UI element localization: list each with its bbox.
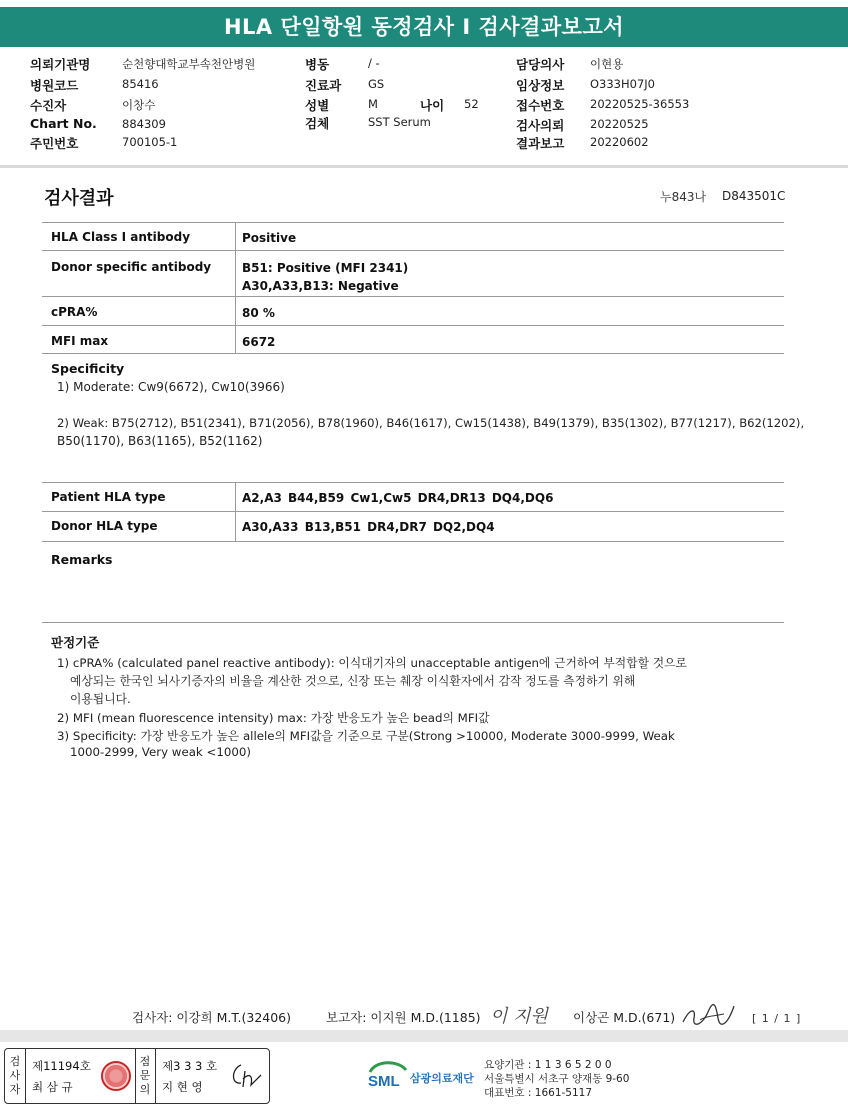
hla-value: A2,A3 B44,B59 Cw1,Cw5 DR4,DR13 DQ4,DQ6: [242, 491, 554, 505]
info-label: 진료과: [305, 78, 342, 93]
info-value: SST Serum: [368, 115, 431, 129]
hla-label: Donor HLA type: [51, 519, 158, 533]
table-rule: [42, 250, 784, 251]
info-label: 접수번호: [516, 98, 565, 113]
table-rule: [42, 296, 784, 297]
info-value: 20220525-36553: [590, 97, 690, 111]
results-heading: 검사결과: [44, 188, 114, 209]
stamp-vertical-char: 점: [139, 1055, 151, 1068]
info-label: 병동: [305, 57, 330, 72]
stamp-divider: [25, 1049, 26, 1103]
sml-logo-icon: [366, 1058, 410, 1094]
row-label: MFI max: [51, 334, 109, 348]
licensee-name: 지 현 영: [162, 1080, 203, 1094]
logo-text: SML: [368, 1073, 400, 1090]
info-label: 임상정보: [516, 78, 565, 93]
info-label: 결과보고: [516, 136, 565, 151]
info-value: M: [368, 97, 378, 111]
page-indicator: [ 1 / 1 ]: [752, 1012, 802, 1025]
handwritten-signature: [227, 1061, 263, 1091]
row-value-2: A30,A33,B13: Negative: [242, 279, 399, 293]
approver-handwritten-signature: [680, 1000, 738, 1030]
report-title: HLA 단일항원 동정검사 I 검사결과보고서: [0, 7, 848, 47]
table-divider: [235, 222, 236, 353]
info-label: 성별: [305, 98, 330, 113]
stamp-divider: [155, 1049, 156, 1103]
patient-info: [0, 50, 848, 168]
specificity-line: 2) Weak: B75(2712), B51(2341), B71(2056), B78(1960), B46(1617), Cw15(1438), B49(1379), B35(1302), B77(1217), B62(1202),: [57, 416, 805, 430]
table-rule: [42, 622, 784, 623]
org-address-line: 대표번호 : 1661-5117: [484, 1087, 593, 1099]
criteria-line: 3) Specificity: 가장 반응도가 높은 allele의 MFI값을 기준으로 구분(Strong >10000, Moderate 3000-9999, Weak: [57, 729, 675, 743]
separator: [0, 165, 848, 168]
table-rule: [42, 511, 784, 512]
table-divider: [235, 482, 236, 541]
info-label: 병원코드: [30, 78, 79, 93]
tester-signature: 검사자: 이강희 M.T.(32406): [132, 1010, 292, 1025]
results-code: 누843나: [660, 190, 707, 204]
specificity-label: Specificity: [51, 361, 125, 376]
info-value: 884309: [122, 117, 166, 131]
stamp-vertical-char: 사: [9, 1069, 21, 1082]
info-value: / -: [368, 56, 380, 70]
table-rule: [42, 541, 784, 542]
org-address-line: 요양기관 : 1 1 3 6 5 2 0 0: [484, 1059, 612, 1071]
criteria-line: 예상되는 한국인 뇌사기증자의 비율을 계산한 것으로, 신장 또는 췌장 이식환자에서 감작 정도를 측정하기 위해: [70, 674, 636, 688]
row-label: Donor specific antibody: [51, 260, 212, 274]
info-value: 순천향대학교부속천안병원: [122, 57, 256, 71]
criteria-line: 1) cPRA% (calculated panel reactive antibody): 이식대기자의 unacceptable antigen에 근거하여 부적합할 것으로: [57, 656, 687, 670]
license-number: 제11194호: [32, 1059, 91, 1073]
row-label: HLA Class I antibody: [51, 230, 191, 244]
criteria-line: 1000-2999, Very weak <1000): [70, 745, 252, 759]
criteria-line: 2) MFI (mean fluorescence intensity) max: 가장 반응도가 높은 bead의 MFI값: [57, 711, 490, 725]
info-label: 주민번호: [30, 136, 79, 151]
info-label: Chart No.: [30, 116, 97, 131]
table-rule: [42, 353, 784, 354]
info-label: 담당의사: [516, 57, 565, 72]
hla-value: A30,A33 B13,B51 DR4,DR7 DQ2,DQ4: [242, 520, 495, 534]
org-name: 삼광의료재단: [410, 1072, 474, 1085]
specificity-line: B50(1170), B63(1165), B52(1162): [57, 434, 263, 448]
info-label: 의뢰기관명: [30, 57, 91, 72]
stamp-divider: [135, 1049, 136, 1103]
info-value: 700105-1: [122, 135, 178, 149]
reporter-handwritten-signature: 이 지원: [490, 1006, 548, 1027]
row-value: Positive: [242, 231, 297, 245]
row-value: B51: Positive (MFI 2341): [242, 261, 409, 275]
remarks-label: Remarks: [51, 552, 113, 567]
info-value: 이창수: [122, 98, 156, 112]
stamp-vertical-char: 검: [9, 1055, 21, 1068]
footer-band: [0, 1030, 848, 1042]
info-label: 검체: [305, 116, 330, 131]
info-value: 이현용: [590, 57, 624, 71]
row-value: 80 %: [242, 306, 275, 320]
official-seal-icon: [101, 1061, 131, 1091]
info-value: 85416: [122, 77, 159, 91]
hla-label: Patient HLA type: [51, 490, 166, 504]
criteria-line: 이용됩니다.: [70, 692, 131, 706]
table-rule: [42, 325, 784, 326]
approver-signature: 이상곤 M.D.(671): [573, 1010, 676, 1025]
info-label: 수진자: [30, 98, 67, 113]
info-value: GS: [368, 77, 385, 91]
table-rule: [42, 222, 784, 223]
reporter-signature: 보고자: 이지원 M.D.(1185): [326, 1010, 481, 1025]
stamp-vertical-char: 문: [139, 1069, 151, 1082]
org-address-line: 서울특별시 서초구 양재동 9-60: [484, 1073, 630, 1085]
stamp-vertical-char: 의: [139, 1083, 151, 1096]
row-label: cPRA%: [51, 305, 98, 319]
age-label: 나이: [420, 98, 445, 113]
age-value: 52: [464, 97, 479, 111]
info-value: 20220525: [590, 117, 649, 131]
table-rule: [42, 482, 784, 483]
results-code: D843501C: [722, 189, 786, 203]
stamp-vertical-char: 자: [9, 1083, 21, 1096]
criteria-heading: 판정기준: [51, 635, 100, 650]
specificity-line: 1) Moderate: Cw9(6672), Cw10(3966): [57, 380, 285, 394]
certification-stamp-box: [4, 1048, 270, 1104]
row-value: 6672: [242, 335, 276, 349]
info-label: 검사의뢰: [516, 118, 565, 133]
license-number: 제3 3 3 호: [162, 1059, 218, 1073]
info-value: O333H07J0: [590, 77, 655, 91]
info-value: 20220602: [590, 135, 649, 149]
licensee-name: 최 삼 규: [32, 1080, 73, 1094]
